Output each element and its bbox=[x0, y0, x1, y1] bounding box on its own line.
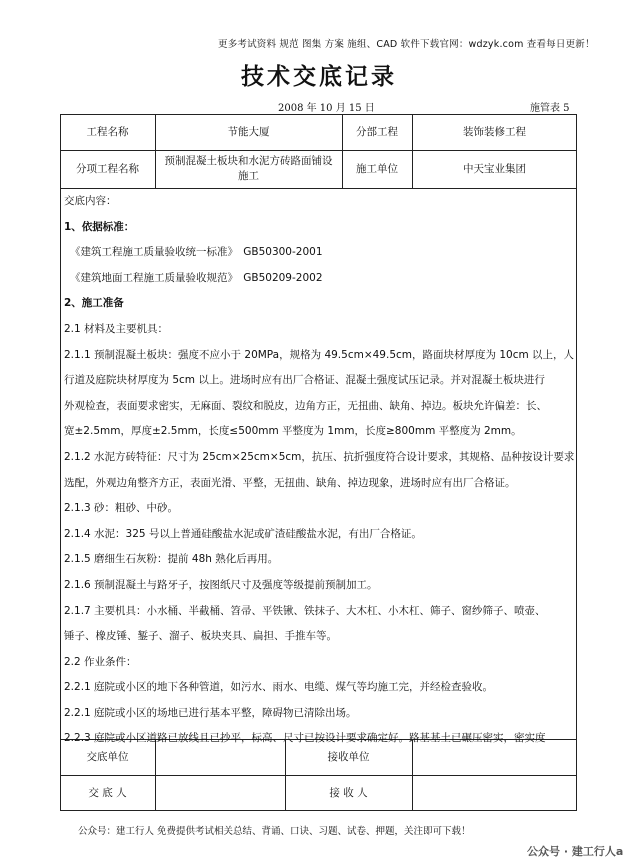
record-date: 2008 年 10 月 15 日 bbox=[278, 103, 375, 114]
content-line: 2.1.5 磨细生石灰粉：提前 48h 熟化后再用。 bbox=[64, 553, 279, 566]
content-line: 2.1.3 砂：粗砂、中砂。 bbox=[64, 502, 179, 515]
content-line: 2.1.7 主要机具：小水桶、半截桶、笤帚、平铁锹、铁抹子、大木杠、小木杠、筛子、窗纱筛子、喷壶、 bbox=[64, 604, 546, 617]
content-line: 《建筑工程施工质量验收统一标准》 GB50300-2001 bbox=[70, 246, 323, 259]
section-heading: 1、依据标准： bbox=[64, 220, 135, 233]
handover-unit-field[interactable] bbox=[155, 739, 285, 775]
handover-content bbox=[64, 189, 574, 752]
top-note: 更多考试资料 规范 图集 方案 施组、CAD 软件下载官网：wdzyk.com 查看每日更新！ bbox=[218, 39, 595, 50]
receiver-person-label: 接 收 人 bbox=[329, 786, 368, 799]
handover-person-label: 交 底 人 bbox=[88, 786, 127, 799]
page-title: 技术交底记录 bbox=[241, 64, 397, 90]
sub-project-label: 分部工程 bbox=[356, 125, 398, 138]
content-line: 宽±2.5mm，厚度±2.5mm，长度≤500mm 平整度为 1mm，长度≥800mm 平整度为 2mm。 bbox=[64, 425, 522, 438]
content-line: 2.2 作业条件： bbox=[64, 655, 137, 668]
content-line: 2.1.6 预制混凝土与路牙子，按图纸尺寸及强度等级提前预制加工。 bbox=[64, 578, 378, 591]
receiver-unit-label: 接收单位 bbox=[327, 750, 370, 763]
content-line: 2.2.3 庭院或小区道路已放线且已抄平，标高、尺寸已按设计要求确定好。路基基土已碾压密实，密实度 bbox=[64, 732, 546, 745]
content-line: 选配，外观边角整齐方正，表面光滑、平整，无扭曲、缺角、掉边现象，进场时应有出厂合格证。 bbox=[64, 476, 516, 489]
watermark: 公众号 · 建工行人a bbox=[527, 845, 624, 858]
item-name-label: 分项工程名称 bbox=[76, 162, 139, 175]
construction-unit-label: 施工单位 bbox=[356, 162, 398, 175]
content-line: 行道及庭院块材厚度为 5cm 以上。进场时应有出厂合格证、混凝土强度试压记录。并对混凝土板块进行 bbox=[64, 374, 545, 387]
content-line: 2.1.2 水泥方砖特征：尺寸为 25cm×25cm×5cm，抗压、抗折强度符合设计要求，其规格、品种按设计要求 bbox=[64, 450, 575, 463]
content-line: 2.2.1 庭院或小区的场地已进行基本平整，障碍物已清除出场。 bbox=[64, 706, 357, 719]
content-line: 2.1.4 水泥：325 号以上普通硅酸盐水泥或矿渣硅酸盐水泥，有出厂合格证。 bbox=[64, 527, 422, 540]
handover-person-field[interactable] bbox=[155, 775, 285, 811]
receiver-unit-field[interactable] bbox=[412, 739, 577, 775]
content-line: 《建筑地面工程施工质量验收规范》 GB50209-2002 bbox=[70, 271, 323, 284]
construction-unit-value: 中天宝业集团 bbox=[463, 162, 526, 175]
form-number: 施管表 5 bbox=[530, 103, 570, 114]
footer-note: 公众号：建工行人 免费提供考试相关总结、背诵、口诀、习题、试卷、押题，关注即可下载！ bbox=[78, 826, 471, 837]
content-line: 2.1 材料及主要机具： bbox=[64, 322, 169, 335]
project-name-value: 节能大厦 bbox=[227, 125, 270, 138]
project-name-label: 工程名称 bbox=[86, 125, 129, 138]
handover-unit-label: 交底单位 bbox=[86, 750, 129, 763]
content-line: 2.2.1 庭院或小区的地下各种管道，如污水、雨水、电缆、煤气等均施工完，并经检查验收。 bbox=[64, 681, 494, 694]
item-name-value: 预制混凝土板块和水泥方砖路面铺设施工 bbox=[164, 155, 333, 182]
content-heading: 交底内容： bbox=[64, 195, 117, 207]
content-line: 锤子、橡皮锤、錾子、溜子、板块夹具、扁担、手推车等。 bbox=[64, 630, 337, 643]
receiver-person-field[interactable] bbox=[412, 775, 577, 811]
content-line: 外观检查，表面要求密实，无麻面、裂纹和脱皮，边角方正，无扭曲、缺角、掉边。板块允许偏差：长、 bbox=[64, 399, 547, 412]
sub-project-value: 装饰装修工程 bbox=[463, 125, 526, 138]
section-heading: 2、施工准备 bbox=[64, 297, 124, 310]
content-line: 2.1.1 预制混凝土板块：强度不应小于 20MPa，规格为 49.5cm×49.5cm，路面块材厚度为 10cm 以上，人 bbox=[64, 348, 575, 361]
